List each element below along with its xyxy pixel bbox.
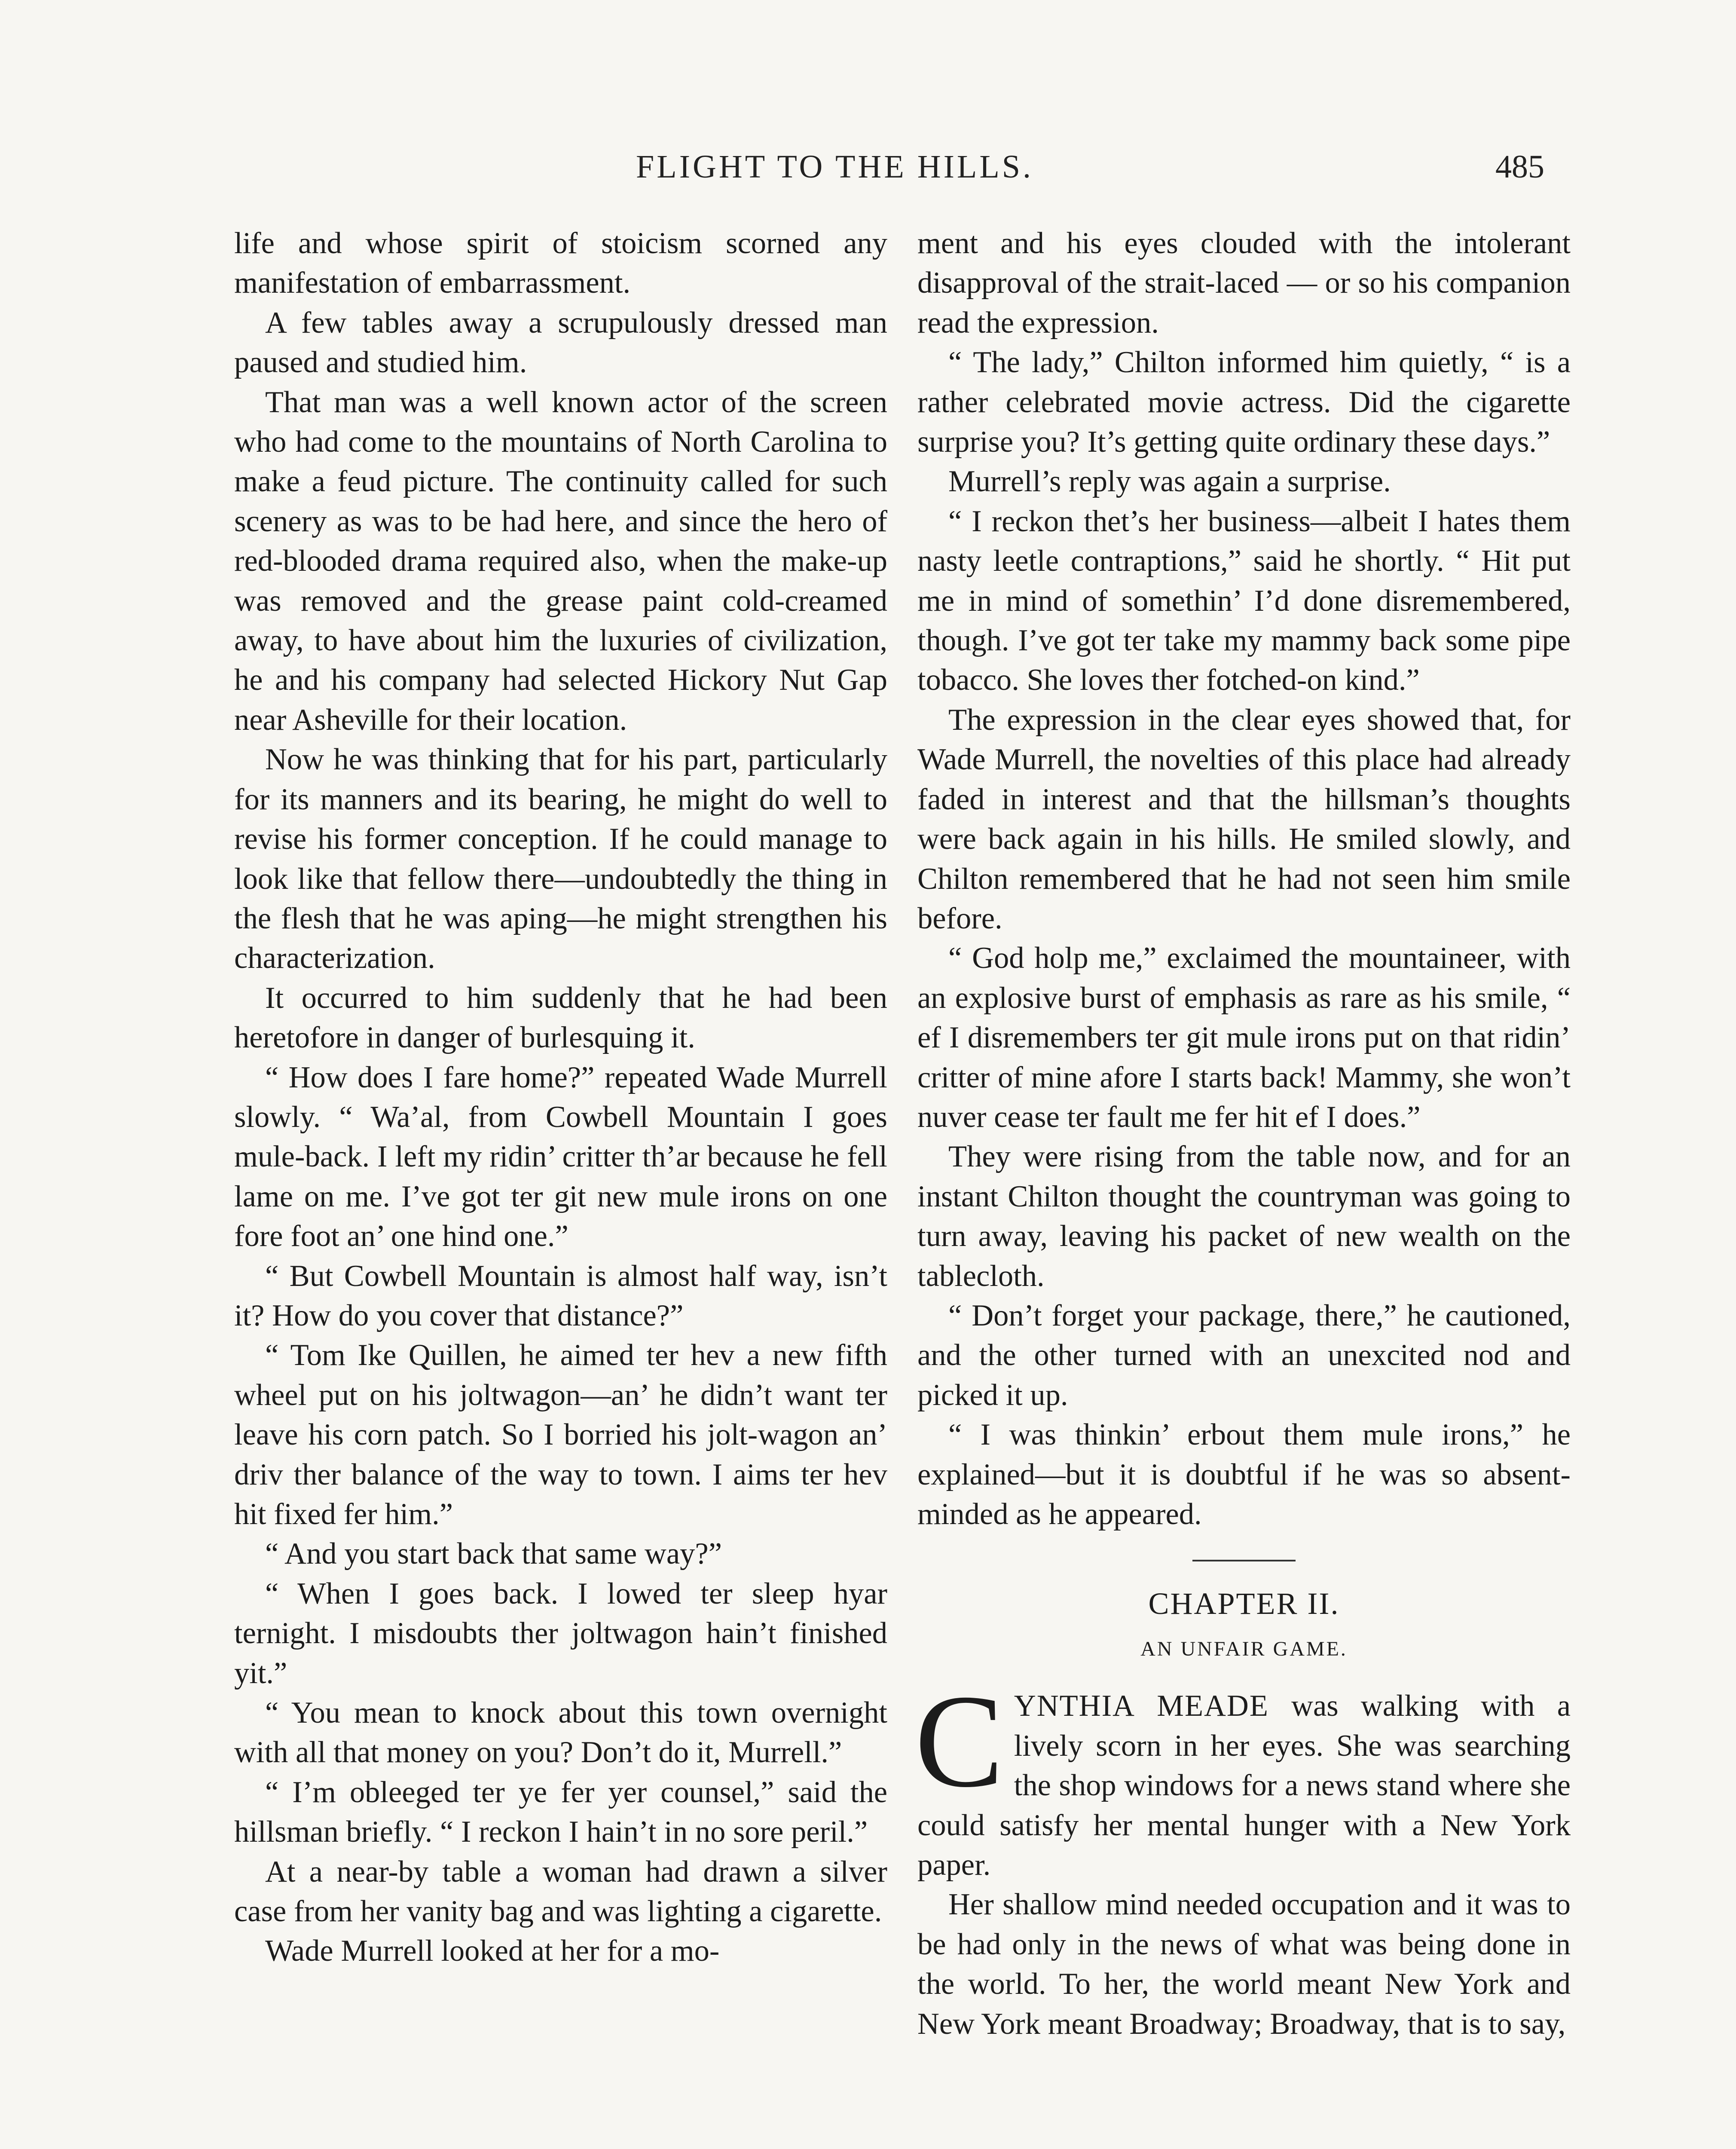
paragraph: Murrell’s reply was again a surprise. bbox=[948, 465, 1391, 499]
chapter-subtitle: AN UNFAIR GAME. bbox=[1140, 1638, 1348, 1661]
opening-text: was walking with a lively scorn in her eyes. She was searching the shop windows for a news stand where she could satisfy her mental hunger with a New York paper. bbox=[917, 1689, 1571, 1882]
paragraph: ment and his eyes clouded with the intolerant disapproval of the strait-laced — or so his companion read the expression. bbox=[917, 227, 1571, 340]
chapter-opening-paragraph bbox=[915, 1668, 1571, 1885]
paragraph: A few tables away a scrupulously dressed man paused and studied him. bbox=[234, 306, 887, 380]
paragraph: That man was a well known actor of the screen who had come to the mountains of North Carolina to make a feud picture. The continuity called for such scenery as was to be had here, and since the hero of red-blooded drama required also, when the make-up was removed and the grease paint cold-creamed away, to have about him the luxuries of civilization, he and his company had selected Hickory Nut Gap near Asheville for their location. bbox=[234, 385, 887, 737]
running-title: FLIGHT TO THE HILLS. bbox=[636, 149, 1034, 185]
paragraph: “ Don’t forget your package, there,” he cautioned, and the other turned with an unexcited nod and picked it up. bbox=[917, 1298, 1571, 1412]
paragraph: “ When I goes back. I lowed ter sleep hyar ternight. I misdoubts ther joltwagon hain’t finished yit.” bbox=[234, 1577, 887, 1690]
paragraph: “ I was thinkin’ erbout them mule irons,” he explained—but it is doubtful if he was so absent-minded as he appeared. bbox=[917, 1418, 1571, 1531]
paragraph: “ The lady,” Chilton informed him quietly, “ is a rather celebrated movie actress. Did the cigarette surprise you? It’s getting quite ordinary these days.” bbox=[917, 346, 1571, 459]
paragraph: “ But Cowbell Mountain is almost half way, isn’t it? How do you cover that distance?” bbox=[234, 1259, 887, 1332]
paragraph: “ You mean to knock about this town overnight with all that money on you? Don’t do it, Murrell.” bbox=[234, 1696, 887, 1769]
paragraph: At a near-by table a woman had drawn a silver case from her vanity bag and was lighting a cigarette. bbox=[234, 1855, 887, 1929]
paragraph: The expression in the clear eyes showed that, for Wade Murrell, the novelties of this place had already faded in interest and that the hillsman’s thoughts were back again in his hills. He smiled slowly, and Chilton remembered that he had not seen him smile before. bbox=[917, 703, 1571, 935]
paragraph: life and whose spirit of stoicism scorned any manifestation of embarrassment. bbox=[234, 227, 887, 300]
paragraph: Now he was thinking that for his part, particularly for its manners and its bearing, he might do well to revise his former conception. If he could manage to look like that fellow there—undoubtedly the thing in the flesh that he was aping—he might strengthen his characterization. bbox=[234, 743, 887, 975]
paragraph: “ How does I fare home?” repeated Wade Murrell slowly. “ Wa’al, from Cowbell Mountain I goes mule-back. I left my ridin’ critter th’ar because he fell lame on me. I’ve got ter git new mule irons on one fore foot an’ one hind one.” bbox=[234, 1060, 887, 1253]
section-divider bbox=[1192, 1560, 1296, 1561]
paragraph: Wade Murrell looked at her for a mo- bbox=[265, 1934, 720, 1968]
paragraph: “ And you start back that same way?” bbox=[265, 1537, 722, 1571]
chapter-title: CHAPTER II. bbox=[1148, 1586, 1340, 1621]
paragraph: “ Tom Ike Quillen, he aimed ter hev a new fifth wheel put on his joltwagon—an’ he didn’t want ter leave his corn patch. So I borried his jolt-wagon an’ driv ther balance of the way to town. I aims ter hev hit fixed fer him.” bbox=[234, 1338, 887, 1531]
page-number: 485 bbox=[1495, 149, 1544, 185]
opening-small-caps: YNTHIA MEADE bbox=[1014, 1689, 1269, 1723]
drop-cap: C bbox=[915, 1668, 1004, 1815]
paragraph: “ I’m obleeged ter ye fer yer counsel,” said the hillsman briefly. “ I reckon I hain’t in no sore peril.” bbox=[234, 1775, 887, 1849]
paragraph: “ God holp me,” exclaimed the mountaineer, with an explosive burst of emphasis as rare as his smile, “ ef I disremembers ter git mule irons put on that ridin’ critter of mine afore I starts back! Mammy, she won’t nuver cease ter fault me fer hit ef I does.” bbox=[917, 941, 1571, 1134]
left-column bbox=[234, 223, 887, 1971]
paragraph: It occurred to him suddenly that he had been heretofore in danger of burlesquing it. bbox=[234, 981, 887, 1055]
paragraph: “ I reckon thet’s her business—albeit I hates them nasty leetle contraptions,” said he shortly. “ Hit put me in mind of somethin’ I’d done disremembered, though. I’ve got ter take my mammy back some pipe tobacco. She loves ther fotched-on kind.” bbox=[917, 504, 1571, 697]
right-column bbox=[917, 223, 1571, 2044]
paragraph: Her shallow mind needed occupation and it was to be had only in the news of what was being done in the world. To her, the world meant New York and New York meant Broadway; Broadway, that is to say, bbox=[917, 1888, 1571, 2041]
running-head bbox=[0, 148, 1736, 196]
paragraph: They were rising from the table now, and for an instant Chilton thought the countryman was going to turn away, leaving his packet of new wealth on the tablecloth. bbox=[917, 1140, 1571, 1293]
